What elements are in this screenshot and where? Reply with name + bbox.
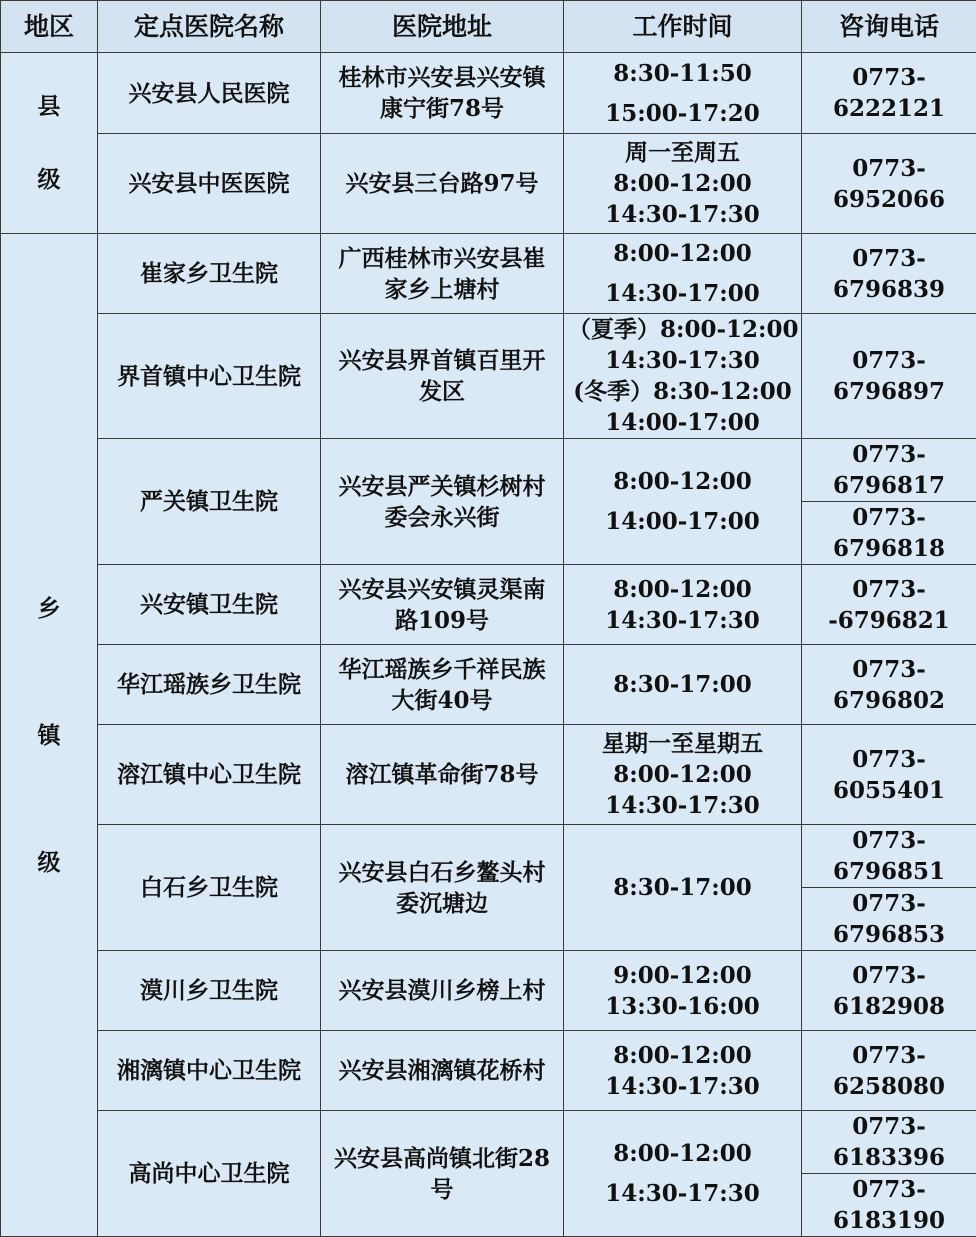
table-row [1, 314, 976, 439]
hours-line: 8:00-12:00 [568, 759, 797, 790]
work-hours [564, 825, 802, 951]
hospital-name: 兴安县中医医院 [98, 134, 321, 234]
hospital-name: 崔家乡卫生院 [98, 234, 321, 314]
work-hours [564, 1031, 802, 1111]
hours-line: 周一至周五 [568, 137, 797, 168]
table-row [1, 234, 976, 314]
hospital-address [321, 725, 564, 825]
hours-line: 14:30-17:30 [568, 790, 797, 821]
work-hours [564, 565, 802, 645]
table-row [1, 645, 976, 725]
hospital-name: 严关镇卫生院 [98, 439, 321, 565]
hours-line: 8:00-12:00 [568, 574, 797, 605]
region-county [1, 53, 98, 234]
phone-number: 0773-6258080 [802, 1031, 976, 1111]
hours-line: 8:00-12:00 [568, 1040, 797, 1071]
hospital-name: 界首镇中心卫生院 [98, 314, 321, 439]
table-row [1, 439, 976, 502]
hospital-address [321, 439, 564, 565]
hospital-name: 湘漓镇中心卫生院 [98, 1031, 321, 1111]
phone-number: 0773-6183190 [802, 1174, 976, 1237]
phone-number: 0773-6055401 [802, 725, 976, 825]
hours-line: 13:30-16:00 [568, 991, 797, 1022]
hospital-address [321, 234, 564, 314]
hospital-address [321, 314, 564, 439]
hours-line: 星期一至星期五 [568, 728, 797, 759]
hours-line: (冬季）8:30-12:00 [568, 376, 797, 407]
work-hours [564, 645, 802, 725]
table-row [1, 1031, 976, 1111]
phone-number: 0773-6796897 [802, 314, 976, 439]
hospital-address [321, 1111, 564, 1237]
hours-line: 8:30-11:50 [568, 58, 797, 89]
header-phone: 咨询电话 [802, 1, 976, 53]
phone-number: 0773-6183396 [802, 1111, 976, 1174]
hours-line: 8:30-17:00 [568, 669, 797, 700]
hospital-name: 白石乡卫生院 [98, 825, 321, 951]
phone-number: 0773-6796817 [802, 439, 976, 502]
address-line: 兴安县兴安镇灵渠南 [325, 574, 559, 605]
hospital-address [321, 565, 564, 645]
phone-number: 0773-6796802 [802, 645, 976, 725]
address-line: 兴安县漠川乡榜上村 [325, 975, 559, 1006]
table-row [1, 565, 976, 645]
hospital-name: 华江瑶族乡卫生院 [98, 645, 321, 725]
work-hours [564, 234, 802, 314]
hours-line: 8:30-17:00 [568, 872, 797, 903]
phone-number: 0773-6222121 [802, 53, 976, 134]
work-hours [564, 725, 802, 825]
hours-line: 14:30-17:30 [568, 345, 797, 376]
hours-line: 9:00-12:00 [568, 960, 797, 991]
table-row [1, 53, 976, 134]
address-line: 委沉塘边 [325, 888, 559, 919]
address-line: 华江瑶族乡千祥民族 [325, 654, 559, 685]
header-hours: 工作时间 [564, 1, 802, 53]
address-line: 兴安县湘漓镇花桥村 [325, 1055, 559, 1086]
address-line: 兴安县白石乡鳌头村 [325, 857, 559, 888]
region-char: 级 [5, 164, 93, 195]
hours-line: 8:00-12:00 [568, 168, 797, 199]
hours-line: 14:30-17:00 [568, 278, 797, 309]
header-region: 地区 [1, 1, 98, 53]
work-hours [564, 53, 802, 134]
hours-line: 14:30-17:30 [568, 1071, 797, 1102]
address-line: 发区 [325, 376, 559, 407]
address-line: 兴安县高尚镇北街28 [325, 1143, 559, 1174]
address-line: 家乡上塘村 [325, 274, 559, 305]
hospital-address [321, 134, 564, 234]
hospital-address [321, 1031, 564, 1111]
region-char: 级 [5, 847, 93, 878]
hours-line: 15:00-17:20 [568, 98, 797, 129]
hospital-name: 兴安县人民医院 [98, 53, 321, 134]
hospital-address [321, 951, 564, 1031]
phone-number: 0773--6796821 [802, 565, 976, 645]
phone-number: 0773-6796818 [802, 502, 976, 565]
work-hours [564, 134, 802, 234]
phone-number: 0773-6182908 [802, 951, 976, 1031]
table-row [1, 951, 976, 1031]
hospital-name: 兴安镇卫生院 [98, 565, 321, 645]
table-row [1, 825, 976, 888]
address-line: 桂林市兴安县兴安镇 [325, 62, 559, 93]
phone-number: 0773-6796839 [802, 234, 976, 314]
work-hours [564, 439, 802, 565]
hospital-name: 溶江镇中心卫生院 [98, 725, 321, 825]
hospital-address [321, 825, 564, 951]
address-line: 康宁街78号 [325, 93, 559, 124]
hospital-name: 漠川乡卫生院 [98, 951, 321, 1031]
region-town [1, 234, 98, 1237]
table-row [1, 134, 976, 234]
region-char: 镇 [5, 720, 93, 751]
hours-line: 14:00-17:00 [568, 407, 797, 438]
hospital-name: 高尚中心卫生院 [98, 1111, 321, 1237]
address-line: 兴安县严关镇杉树村 [325, 471, 559, 502]
address-line: 兴安县界首镇百里开 [325, 345, 559, 376]
phone-number: 0773-6796853 [802, 888, 976, 951]
hours-line: （夏季）8:00-12:00 [568, 314, 797, 345]
address-line: 路109号 [325, 605, 559, 636]
hours-line: 8:00-12:00 [568, 1138, 797, 1169]
address-line: 兴安县三台路97号 [325, 168, 559, 199]
hours-line: 14:30-17:30 [568, 1178, 797, 1209]
address-line: 广西桂林市兴安县崔 [325, 243, 559, 274]
address-line: 大街40号 [325, 685, 559, 716]
work-hours [564, 314, 802, 439]
hospital-address [321, 53, 564, 134]
phone-number: 0773-6952066 [802, 134, 976, 234]
hours-line: 14:30-17:30 [568, 199, 797, 230]
hours-line: 8:00-12:00 [568, 466, 797, 497]
work-hours [564, 1111, 802, 1237]
header-hospital-name: 定点医院名称 [98, 1, 321, 53]
header-address: 医院地址 [321, 1, 564, 53]
region-char: 乡 [5, 593, 93, 624]
hours-line: 14:30-17:30 [568, 605, 797, 636]
header-row [1, 1, 976, 53]
work-hours [564, 951, 802, 1031]
table-row [1, 1111, 976, 1174]
address-line: 号 [325, 1174, 559, 1205]
hospital-address [321, 645, 564, 725]
address-line: 委会永兴街 [325, 502, 559, 533]
phone-number: 0773-6796851 [802, 825, 976, 888]
address-line: 溶江镇革命街78号 [325, 759, 559, 790]
region-char: 县 [5, 91, 93, 122]
hours-line: 8:00-12:00 [568, 238, 797, 269]
hours-line: 14:00-17:00 [568, 506, 797, 537]
table-row [1, 725, 976, 825]
